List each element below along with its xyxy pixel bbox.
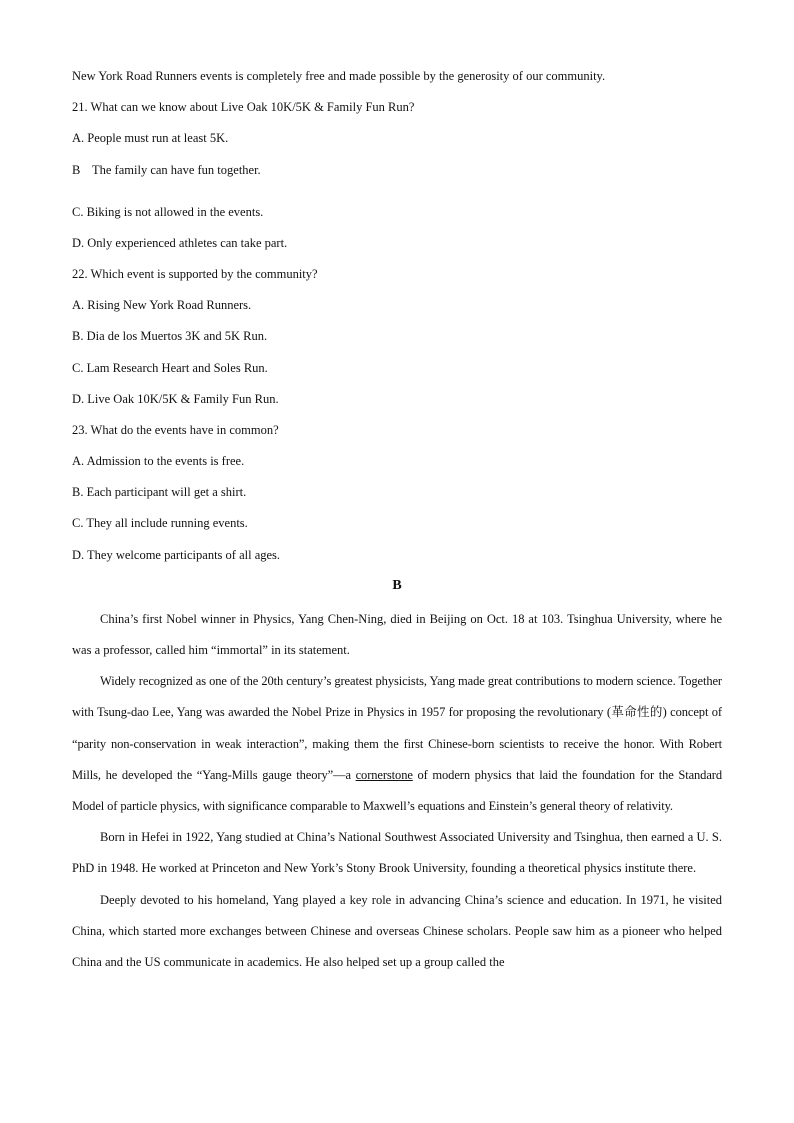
q21-option-b bbox=[72, 160, 722, 202]
document-page bbox=[72, 66, 722, 978]
q21-option-b-marker: B bbox=[72, 162, 81, 177]
question-23: 23. What do the events have in common? bbox=[72, 422, 279, 437]
q22-option-c: C. Lam Research Heart and Soles Run. bbox=[72, 360, 268, 375]
q23-option-c: C. They all include running events. bbox=[72, 516, 248, 531]
q23-option-b: B. Each participant will get a shirt. bbox=[72, 485, 247, 500]
underlined-word-cornerstone: cornerstone bbox=[355, 767, 413, 782]
intro-line: New York Road Runners events is completely free and made possible by the generosity of our community. bbox=[72, 69, 606, 83]
q22-option-d: D. Live Oak 10K/5K & Family Fun Run. bbox=[72, 391, 279, 406]
passage-paragraph-2 bbox=[72, 666, 722, 822]
section-b-title: B bbox=[392, 577, 402, 593]
q23-option-d: D. They welcome participants of all ages. bbox=[72, 547, 281, 562]
question-22: 22. Which event is supported by the community? bbox=[72, 266, 318, 281]
q22-option-a: A. Rising New York Road Runners. bbox=[72, 298, 252, 313]
passage-paragraph-1: China’s first Nobel winner in Physics, Yang Chen-Ning, died in Beijing on Oct. 18 at 103. Tsinghua University, where he was a professor, called him “immortal” in its statement. bbox=[72, 611, 722, 658]
q21-option-a: A. People must run at least 5K. bbox=[72, 131, 229, 146]
q23-option-a: A. Admission to the events is free. bbox=[72, 454, 245, 469]
q21-option-c: C. Biking is not allowed in the events. bbox=[72, 204, 264, 219]
passage-paragraph-2-text-b: of modern physics that laid the foundation for the Standard Model of particle physics, with significance comparable to Maxwell’s equations and Einstein’s general theory of relativity. bbox=[72, 767, 722, 814]
q22-option-b: B. Dia de los Muertos 3K and 5K Run. bbox=[72, 329, 268, 344]
question-21: 21. What can we know about Live Oak 10K/5K & Family Fun Run? bbox=[72, 100, 415, 115]
q21-option-b-text: The family can have fun together. bbox=[92, 162, 261, 177]
q21-option-d: D. Only experienced athletes can take part. bbox=[72, 235, 288, 250]
passage-paragraph-4: Deeply devoted to his homeland, Yang played a key role in advancing China’s science and education. In 1971, he visited China, which started more exchanges between Chinese and overseas Chinese scholars. People saw him as a pioneer who helped China and the US communicate in academics. He also helped set up a group called the bbox=[72, 892, 722, 970]
passage-paragraph-3: Born in Hefei in 1922, Yang studied at China’s National Southwest Associated University and Tsinghua, then earned a U. S. PhD in 1948. He worked at Princeton and New York’s Stony Brook University, founding a theoretical physics institute there. bbox=[72, 830, 722, 876]
passage-paragraph-2-text-a: Widely recognized as one of the 20th century’s greatest physicists, Yang made great contributions to modern science. Together with Tsung-dao Lee, Yang was awarded the Nobel Prize in Physics in 1957 for proposing the revolutionary (革命性的) concept of “parity non-conservation in weak interaction”, making them the first Chinese-born scientists to receive the honor. With Robert Mills, he developed the “Yang-Mills gauge theory”—a bbox=[72, 674, 722, 782]
